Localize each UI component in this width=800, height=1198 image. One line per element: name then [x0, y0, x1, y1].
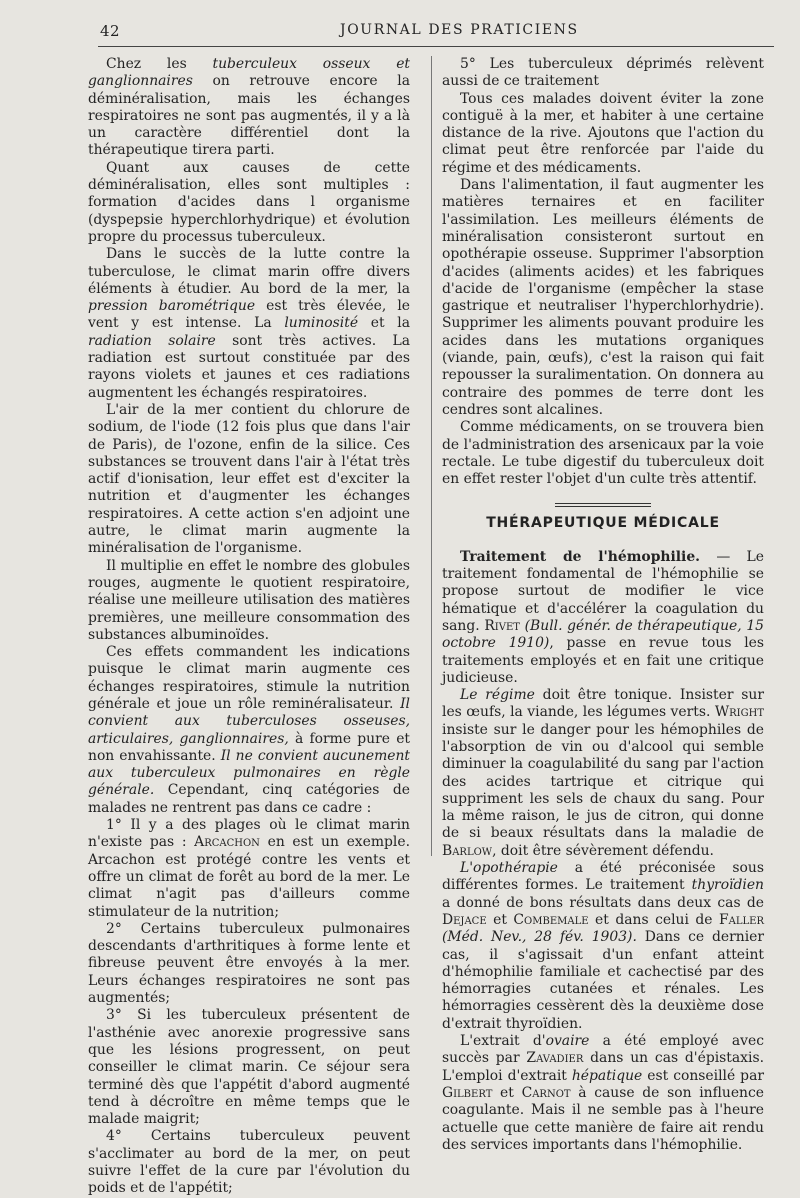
paragraph: L'extrait d'ovaire a été employé avec succès par Zavadier dans un cas d'épistaxis. L'emploi d'extrait hépatique est conseillé par Gilbert et Carnot à cause de son influence coagulante. Mais il ne semble pas à l'heure actuelle que cette manière de faire ait rendu des services importants dans l'hémophilie. [442, 1033, 764, 1153]
paragraph: Comme médicaments, on se trouvera bien de l'administration des arsenicaux par la voie rectale. Le tube digestif du tuberculeux doit en effet rester l'objet d'un culte très attentif. [442, 419, 764, 488]
section-title: THÉRAPEUTIQUE MÉDICALE [486, 515, 720, 532]
left-column [88, 56, 410, 1198]
section-separator [555, 503, 651, 507]
paragraph: 1° Il y a des plages où le climat marin n'existe pas : Arcachon en est un exemple. Arcachon est protégé contre les vents et offre un climat de forêt au bord de la mer. Le climat n'agit pas d'ailleurs comme stimulateur de la nutrition; [88, 817, 410, 920]
paragraph: L'air de la mer contient du chlorure de sodium, de l'iode (12 fois plus que dans l'air de Paris), de l'ozone, enfin de la silice. Ces substances se trouvent dans l'air à l'état très actif d'ionisation, leur effet est d'exciter la nutrition et d'augmenter les échanges respiratoires. A cette action s'en adjoint une autre, le climat marin augmente la minéralisation de l'organisme. [88, 401, 410, 557]
paragraph: Tous ces malades doivent éviter la zone contiguë à la mer, et habiter à une certaine distance de la rive. Ajoutons que l'action du climat peut être renforcée par l'aide du régime et des médicaments. [442, 90, 764, 176]
paragraph: Dans l'alimentation, il faut augmenter les matières ternaires et en faciliter l'assimilation. Les meilleurs éléments de minéralisation consisteront surtout en opothérapie osseuse. Supprimer l'absorption d'acides (aliments acides) et les fabriques d'acide de l'organisme (empêcher la stase gastrique et neutraliser l'hyperchlorhydrie). Supprimer les aliments pouvant produire les acides dans les mutations organiques (viande, pain, œufs), c'est la raison qui fait repousser la suralimentation. On donnera au contraire des pommes de terre dont les cendres sont alcalines. [442, 177, 764, 418]
paragraph: L'opothérapie a été préconisée sous différentes formes. Le traitement thyroïdien a donné de bons résultats dans deux cas de Dejace et Combemale et dans celui de Faller (Méd. Nev., 28 fév. 1903). Dans ce dernier cas, il s'agissait d'un enfant atteint d'hémophilie familiale et cachectisé par des hémorragies cutanées et rénales. Les hémorragies cessèrent dès la deuxième dose d'extrait thyroïdien. [442, 860, 764, 1032]
right-column [442, 56, 764, 1154]
running-title: JOURNAL DES PRATICIENS [340, 22, 579, 38]
paragraph: Dans le succès de la lutte contre la tuberculose, le climat marin offre divers éléments à étudier. Au bord de la mer, la pression barométrique est très élevée, le vent y est intense. La luminosité et la radiation solaire sont très actives. La radiation est surtout constituée par des rayons violets et jaunes et ces radiations augmentent les échangés respiratoires. [88, 246, 411, 401]
paragraph: 5° Les tuberculeux déprimés relèvent aussi de ce traitement [442, 56, 764, 90]
paragraph: Traitement de l'hémophilie. — Le traitement fondamental de l'hémophilie se propose surtout de modifier le vice hématique et d'accélérer la coagulation du sang. Rivet (Bull. génér. de thérapeutique, 15 octobre 1910), passe en revue tous les traitements employés et en fait une critique judicieuse. [442, 548, 764, 686]
paragraph: Il multiplie en effet le nombre des globules rouges, augmente le quotient respiratoire, réalise une meilleure utilisation des matières premières, une meilleure consommation des substances albuminoïdes. [88, 557, 410, 643]
column-divider [431, 56, 432, 856]
paragraph: Quant aux causes de cette déminéralisation, elles sont multiples : formation d'acides dans l organisme (dyspepsie hyperchlorhydrique) et évolution propre du processus tuberculeux. [88, 159, 410, 245]
page-header [0, 18, 800, 46]
paragraph: 3° Si les tuberculeux présentent de l'asthénie avec anorexie progressive sans que les lésions progressent, on peut conseiller le climat marin. Ce séjour sera terminé dès que l'appétit d'abord augmenté tend à décroître en même temps que le malade maigrit; [88, 1007, 410, 1128]
paragraph: Chez les tuberculeux osseux et ganglionnaires on retrouve encore la déminéralisation, mais les échanges respiratoires ne sont pas augmentés, il y a là un caractère différentiel dont la thérapeutique tirera parti. [88, 56, 410, 159]
article-heading: Traitement de l'hémophilie. [460, 548, 701, 565]
paragraph: 2° Certains tuberculeux pulmonaires descendants d'arthritiques à forme lente et fibreuse peuvent être envoyés à la mer. Leurs échanges respiratoires ne sont pas augmentés; [88, 920, 410, 1007]
header-rule [98, 46, 774, 47]
paragraph: Ces effets commandent les indications puisque le climat marin augmente ces échanges respiratoires, stimule la nutrition générale et joue un rôle reminéralisateur. Il convient aux tuberculoses osseuses, articulaires, ganglionnaires, à forme pure et non envahissante. Il ne convient aucunement aux tuberculeux pulmonaires en règle générale. Cependant, cinq catégories de malades ne rentrent pas dans ce cadre : [88, 644, 410, 816]
paragraph: Le régime doit être tonique. Insister sur les œufs, la viande, les légumes verts. Wright insiste sur le danger pour les hémophiles de l'absorption de vin ou d'alcool qui semble diminuer la coagulabilité du sang par l'action des acides tartrique et citrique qui suppriment les sels de chaux du sang. Pour la même raison, le jus de citron, qui donne de si beaux résultats dans la maladie de Barlow, doit être sévèrement défendu. [442, 687, 764, 859]
paragraph: 4° Certains tuberculeux peuvent s'acclimater au bord de la mer, on peut suivre l'effet de la cure par l'évolution du poids et de l'appétit; [88, 1128, 410, 1197]
page-number: 42 [100, 22, 121, 40]
